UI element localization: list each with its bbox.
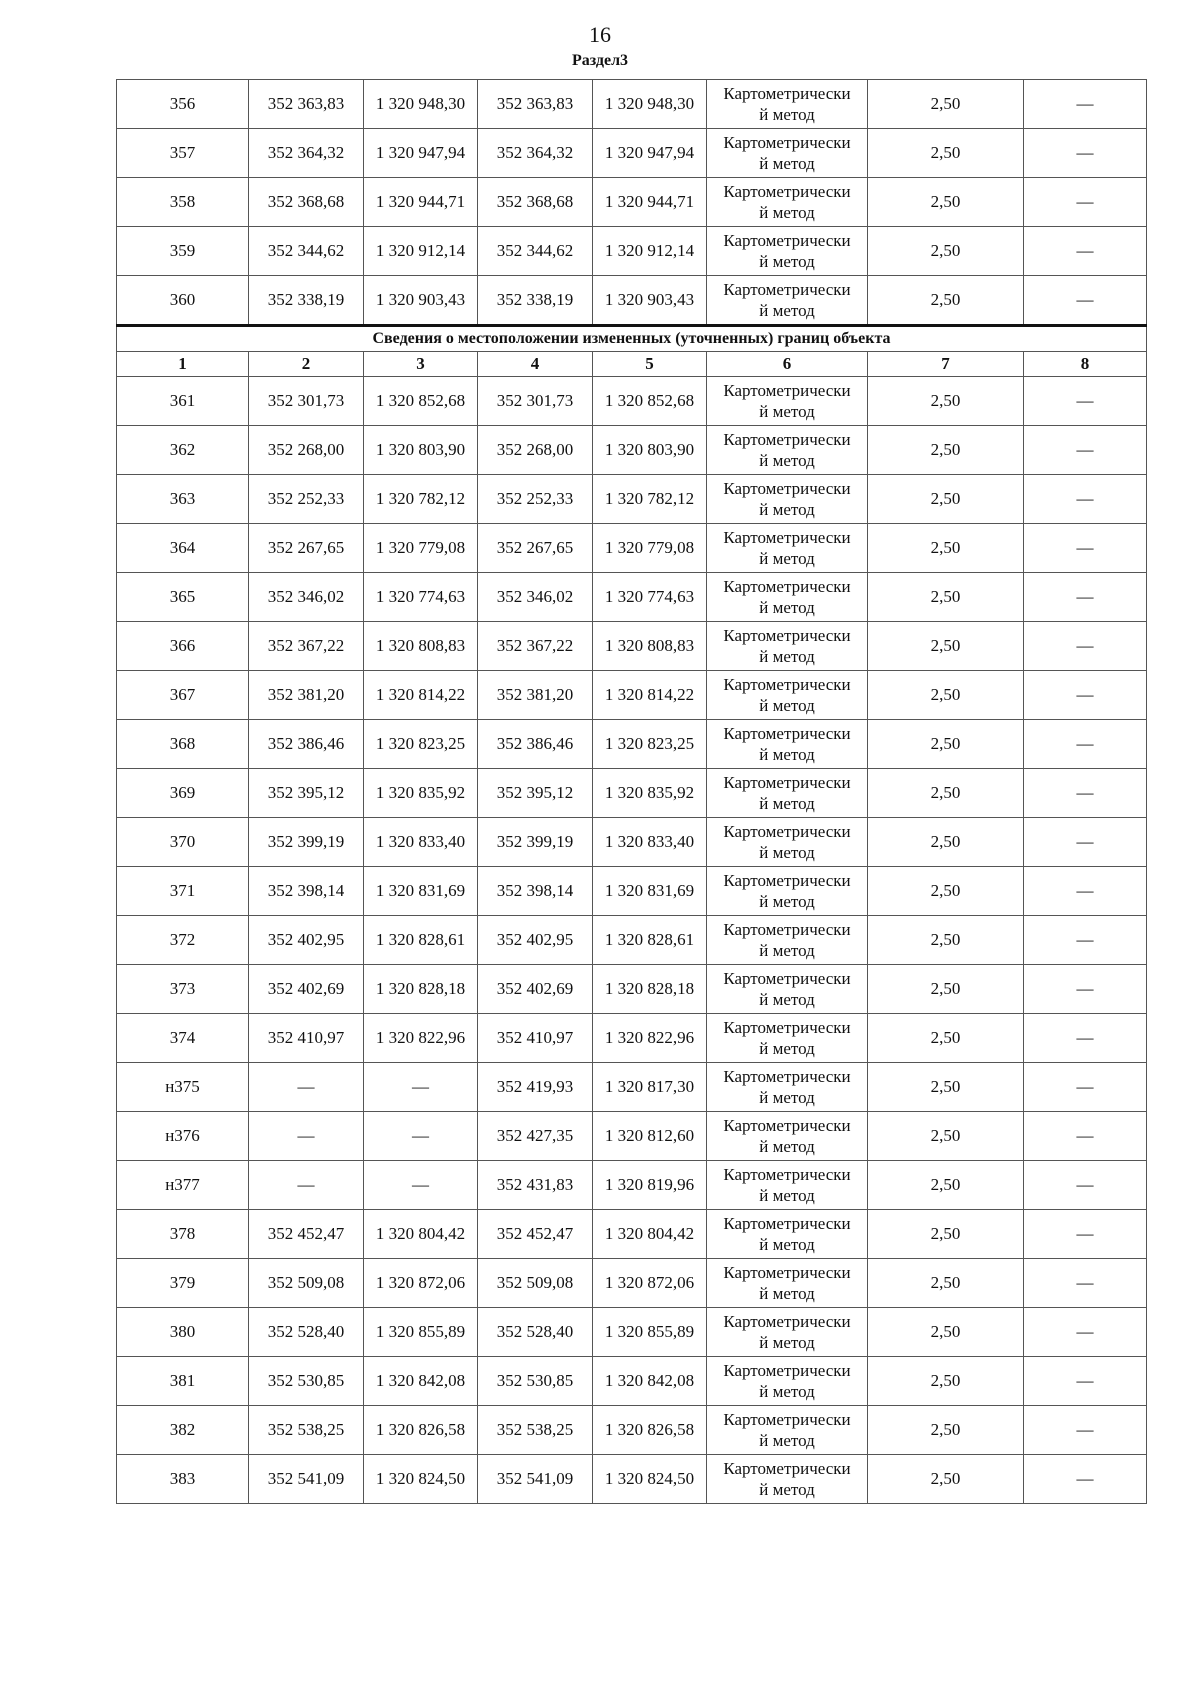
accuracy-cell: 2,50: [868, 1406, 1024, 1455]
accuracy-cell: 2,50: [868, 426, 1024, 475]
note-cell: —: [1024, 867, 1147, 916]
accuracy-cell: 2,50: [868, 129, 1024, 178]
column-number: 8: [1024, 352, 1147, 377]
x-new-cell: 352 509,08: [478, 1259, 593, 1308]
accuracy-cell: 2,50: [868, 80, 1024, 129]
method-cell: Картометрически й метод: [707, 965, 868, 1014]
note-cell: —: [1024, 573, 1147, 622]
point-number-cell: 372: [117, 916, 249, 965]
note-cell: —: [1024, 377, 1147, 426]
table-row: [117, 227, 1147, 276]
table-row: [117, 1063, 1147, 1112]
point-number-cell: 370: [117, 818, 249, 867]
note-cell: —: [1024, 720, 1147, 769]
x-new-cell: 352 419,93: [478, 1063, 593, 1112]
x-old-cell: 352 252,33: [249, 475, 364, 524]
y-old-cell: 1 320 782,12: [364, 475, 478, 524]
x-old-cell: 352 301,73: [249, 377, 364, 426]
method-cell: Картометрически й метод: [707, 671, 868, 720]
y-old-cell: 1 320 852,68: [364, 377, 478, 426]
note-cell: —: [1024, 1063, 1147, 1112]
y-old-cell: —: [364, 1161, 478, 1210]
x-new-cell: 352 541,09: [478, 1455, 593, 1504]
method-cell: Картометрически й метод: [707, 1406, 868, 1455]
x-old-cell: 352 395,12: [249, 769, 364, 818]
y-new-cell: 1 320 842,08: [593, 1357, 707, 1406]
method-cell: Картометрически й метод: [707, 1014, 868, 1063]
note-cell: —: [1024, 1357, 1147, 1406]
y-new-cell: 1 320 828,61: [593, 916, 707, 965]
note-cell: —: [1024, 227, 1147, 276]
x-old-cell: 352 402,69: [249, 965, 364, 1014]
table-row: [117, 426, 1147, 475]
y-new-cell: 1 320 852,68: [593, 377, 707, 426]
y-old-cell: 1 320 803,90: [364, 426, 478, 475]
point-number-cell: 362: [117, 426, 249, 475]
note-cell: —: [1024, 622, 1147, 671]
y-new-cell: 1 320 819,96: [593, 1161, 707, 1210]
point-number-cell: 371: [117, 867, 249, 916]
method-cell: Картометрически й метод: [707, 1063, 868, 1112]
x-new-cell: 352 395,12: [478, 769, 593, 818]
method-cell: Картометрически й метод: [707, 1259, 868, 1308]
y-new-cell: 1 320 823,25: [593, 720, 707, 769]
point-number-cell: 366: [117, 622, 249, 671]
method-cell: Картометрически й метод: [707, 1455, 868, 1504]
point-number-cell: 357: [117, 129, 249, 178]
x-new-cell: 352 398,14: [478, 867, 593, 916]
point-number-cell: н375: [117, 1063, 249, 1112]
y-new-cell: 1 320 824,50: [593, 1455, 707, 1504]
note-cell: —: [1024, 524, 1147, 573]
accuracy-cell: 2,50: [868, 573, 1024, 622]
x-new-cell: 352 431,83: [478, 1161, 593, 1210]
method-cell: Картометрически й метод: [707, 1210, 868, 1259]
note-cell: —: [1024, 1308, 1147, 1357]
section-title: Раздел3: [571, 52, 629, 69]
method-cell: Картометрически й метод: [707, 867, 868, 916]
accuracy-cell: 2,50: [868, 276, 1024, 326]
column-number-row: [117, 352, 1147, 377]
method-cell: Картометрически й метод: [707, 622, 868, 671]
y-old-cell: 1 320 822,96: [364, 1014, 478, 1063]
y-old-cell: 1 320 948,30: [364, 80, 478, 129]
point-number-cell: 382: [117, 1406, 249, 1455]
table-row: [117, 1455, 1147, 1504]
method-cell: Картометрически й метод: [707, 1357, 868, 1406]
x-old-cell: 352 410,97: [249, 1014, 364, 1063]
note-cell: —: [1024, 1161, 1147, 1210]
y-old-cell: 1 320 828,18: [364, 965, 478, 1014]
method-cell: Картометрически й метод: [707, 524, 868, 573]
method-cell: Картометрически й метод: [707, 426, 868, 475]
x-new-cell: 352 344,62: [478, 227, 593, 276]
subsection-heading: Сведения о местоположении измененных (уточненных) границ объекта: [117, 326, 1147, 352]
accuracy-cell: 2,50: [868, 377, 1024, 426]
note-cell: —: [1024, 1259, 1147, 1308]
accuracy-cell: 2,50: [868, 965, 1024, 1014]
point-number-cell: 374: [117, 1014, 249, 1063]
table-row: [117, 178, 1147, 227]
accuracy-cell: 2,50: [868, 622, 1024, 671]
x-old-cell: —: [249, 1112, 364, 1161]
y-new-cell: 1 320 912,14: [593, 227, 707, 276]
method-cell: Картометрически й метод: [707, 227, 868, 276]
x-old-cell: 352 386,46: [249, 720, 364, 769]
x-new-cell: 352 386,46: [478, 720, 593, 769]
x-new-cell: 352 364,32: [478, 129, 593, 178]
x-new-cell: 352 538,25: [478, 1406, 593, 1455]
method-cell: Картометрически й метод: [707, 276, 868, 326]
note-cell: —: [1024, 1112, 1147, 1161]
y-old-cell: 1 320 824,50: [364, 1455, 478, 1504]
y-old-cell: 1 320 808,83: [364, 622, 478, 671]
subsection-heading-row: [117, 326, 1147, 352]
point-number-cell: 380: [117, 1308, 249, 1357]
table-row: [117, 1112, 1147, 1161]
method-cell: Картометрически й метод: [707, 1161, 868, 1210]
method-cell: Картометрически й метод: [707, 178, 868, 227]
column-number: 5: [593, 352, 707, 377]
table-row: [117, 475, 1147, 524]
x-new-cell: 352 367,22: [478, 622, 593, 671]
method-cell: Картометрически й метод: [707, 475, 868, 524]
y-new-cell: 1 320 822,96: [593, 1014, 707, 1063]
y-new-cell: 1 320 779,08: [593, 524, 707, 573]
x-old-cell: 352 367,22: [249, 622, 364, 671]
note-cell: —: [1024, 475, 1147, 524]
table-row: [117, 867, 1147, 916]
x-old-cell: 352 268,00: [249, 426, 364, 475]
note-cell: —: [1024, 276, 1147, 326]
table-row: [117, 276, 1147, 326]
table-row: [117, 80, 1147, 129]
x-old-cell: 352 541,09: [249, 1455, 364, 1504]
method-cell: Картометрически й метод: [707, 769, 868, 818]
accuracy-cell: 2,50: [868, 1063, 1024, 1112]
method-cell: Картометрически й метод: [707, 720, 868, 769]
x-new-cell: 352 402,95: [478, 916, 593, 965]
x-old-cell: 352 538,25: [249, 1406, 364, 1455]
y-new-cell: 1 320 774,63: [593, 573, 707, 622]
method-cell: Картометрически й метод: [707, 916, 868, 965]
note-cell: —: [1024, 129, 1147, 178]
column-number: 2: [249, 352, 364, 377]
x-old-cell: 352 368,68: [249, 178, 364, 227]
x-old-cell: 352 399,19: [249, 818, 364, 867]
y-old-cell: 1 320 779,08: [364, 524, 478, 573]
table-row: [117, 1014, 1147, 1063]
x-new-cell: 352 427,35: [478, 1112, 593, 1161]
y-old-cell: 1 320 831,69: [364, 867, 478, 916]
table-row: [117, 916, 1147, 965]
point-number-cell: 373: [117, 965, 249, 1014]
accuracy-cell: 2,50: [868, 1259, 1024, 1308]
y-old-cell: 1 320 833,40: [364, 818, 478, 867]
y-old-cell: 1 320 835,92: [364, 769, 478, 818]
point-number-cell: н377: [117, 1161, 249, 1210]
method-cell: Картометрически й метод: [707, 80, 868, 129]
x-old-cell: 352 381,20: [249, 671, 364, 720]
accuracy-cell: 2,50: [868, 1014, 1024, 1063]
x-old-cell: 352 267,65: [249, 524, 364, 573]
table-row: [117, 769, 1147, 818]
y-new-cell: 1 320 835,92: [593, 769, 707, 818]
accuracy-cell: 2,50: [868, 1210, 1024, 1259]
x-old-cell: 352 509,08: [249, 1259, 364, 1308]
y-old-cell: 1 320 804,42: [364, 1210, 478, 1259]
x-new-cell: 352 252,33: [478, 475, 593, 524]
x-new-cell: 352 268,00: [478, 426, 593, 475]
x-old-cell: 352 363,83: [249, 80, 364, 129]
note-cell: —: [1024, 1406, 1147, 1455]
accuracy-cell: 2,50: [868, 671, 1024, 720]
y-new-cell: 1 320 808,83: [593, 622, 707, 671]
coordinates-table: [116, 79, 1147, 1504]
y-new-cell: 1 320 903,43: [593, 276, 707, 326]
x-old-cell: 352 398,14: [249, 867, 364, 916]
point-number-cell: 360: [117, 276, 249, 326]
point-number-cell: 358: [117, 178, 249, 227]
point-number-cell: 379: [117, 1259, 249, 1308]
y-old-cell: —: [364, 1063, 478, 1112]
y-new-cell: 1 320 812,60: [593, 1112, 707, 1161]
y-old-cell: 1 320 944,71: [364, 178, 478, 227]
x-old-cell: 352 402,95: [249, 916, 364, 965]
column-number: 3: [364, 352, 478, 377]
y-old-cell: 1 320 823,25: [364, 720, 478, 769]
method-cell: Картометрически й метод: [707, 1308, 868, 1357]
y-new-cell: 1 320 872,06: [593, 1259, 707, 1308]
accuracy-cell: 2,50: [868, 1161, 1024, 1210]
x-old-cell: 352 528,40: [249, 1308, 364, 1357]
table-row: [117, 1406, 1147, 1455]
column-number: 6: [707, 352, 868, 377]
table-row: [117, 818, 1147, 867]
y-old-cell: 1 320 912,14: [364, 227, 478, 276]
page-number: 16: [589, 22, 611, 47]
x-new-cell: 352 452,47: [478, 1210, 593, 1259]
y-old-cell: 1 320 903,43: [364, 276, 478, 326]
point-number-cell: 363: [117, 475, 249, 524]
accuracy-cell: 2,50: [868, 475, 1024, 524]
table-row: [117, 1210, 1147, 1259]
x-new-cell: 352 338,19: [478, 276, 593, 326]
table-row: [117, 965, 1147, 1014]
table-row: [117, 720, 1147, 769]
x-new-cell: 352 410,97: [478, 1014, 593, 1063]
x-old-cell: 352 346,02: [249, 573, 364, 622]
point-number-cell: 368: [117, 720, 249, 769]
x-new-cell: 352 346,02: [478, 573, 593, 622]
table-row: [117, 573, 1147, 622]
table-row: [117, 622, 1147, 671]
x-old-cell: 352 530,85: [249, 1357, 364, 1406]
y-old-cell: 1 320 828,61: [364, 916, 478, 965]
x-new-cell: 352 399,19: [478, 818, 593, 867]
note-cell: —: [1024, 965, 1147, 1014]
accuracy-cell: 2,50: [868, 867, 1024, 916]
accuracy-cell: 2,50: [868, 227, 1024, 276]
accuracy-cell: 2,50: [868, 1112, 1024, 1161]
y-new-cell: 1 320 826,58: [593, 1406, 707, 1455]
y-new-cell: 1 320 782,12: [593, 475, 707, 524]
y-new-cell: 1 320 833,40: [593, 818, 707, 867]
x-new-cell: 352 402,69: [478, 965, 593, 1014]
x-old-cell: 352 452,47: [249, 1210, 364, 1259]
point-number-cell: 361: [117, 377, 249, 426]
table-body-previous: [117, 80, 1147, 326]
y-old-cell: 1 320 855,89: [364, 1308, 478, 1357]
table-row: [117, 1161, 1147, 1210]
accuracy-cell: 2,50: [868, 818, 1024, 867]
point-number-cell: 367: [117, 671, 249, 720]
note-cell: —: [1024, 1014, 1147, 1063]
accuracy-cell: 2,50: [868, 1308, 1024, 1357]
note-cell: —: [1024, 426, 1147, 475]
y-new-cell: 1 320 947,94: [593, 129, 707, 178]
y-old-cell: 1 320 826,58: [364, 1406, 478, 1455]
x-new-cell: 352 267,65: [478, 524, 593, 573]
accuracy-cell: 2,50: [868, 1455, 1024, 1504]
x-new-cell: 352 368,68: [478, 178, 593, 227]
method-cell: Картометрически й метод: [707, 1112, 868, 1161]
point-number-cell: 369: [117, 769, 249, 818]
point-number-cell: 378: [117, 1210, 249, 1259]
x-new-cell: 352 301,73: [478, 377, 593, 426]
x-new-cell: 352 530,85: [478, 1357, 593, 1406]
method-cell: Картометрически й метод: [707, 573, 868, 622]
x-new-cell: 352 528,40: [478, 1308, 593, 1357]
point-number-cell: 383: [117, 1455, 249, 1504]
y-old-cell: 1 320 842,08: [364, 1357, 478, 1406]
y-new-cell: 1 320 948,30: [593, 80, 707, 129]
point-number-cell: 359: [117, 227, 249, 276]
x-old-cell: 352 344,62: [249, 227, 364, 276]
y-new-cell: 1 320 803,90: [593, 426, 707, 475]
point-number-cell: 365: [117, 573, 249, 622]
column-number: 7: [868, 352, 1024, 377]
table-row: [117, 524, 1147, 573]
accuracy-cell: 2,50: [868, 178, 1024, 227]
y-new-cell: 1 320 814,22: [593, 671, 707, 720]
x-new-cell: 352 363,83: [478, 80, 593, 129]
table-row: [117, 129, 1147, 178]
table-row: [117, 1357, 1147, 1406]
note-cell: —: [1024, 178, 1147, 227]
y-new-cell: 1 320 804,42: [593, 1210, 707, 1259]
method-cell: Картометрически й метод: [707, 818, 868, 867]
table-row: [117, 1259, 1147, 1308]
y-new-cell: 1 320 944,71: [593, 178, 707, 227]
y-old-cell: —: [364, 1112, 478, 1161]
y-old-cell: 1 320 947,94: [364, 129, 478, 178]
note-cell: —: [1024, 80, 1147, 129]
table-row: [117, 1308, 1147, 1357]
y-new-cell: 1 320 831,69: [593, 867, 707, 916]
point-number-cell: 381: [117, 1357, 249, 1406]
y-old-cell: 1 320 872,06: [364, 1259, 478, 1308]
note-cell: —: [1024, 1210, 1147, 1259]
accuracy-cell: 2,50: [868, 524, 1024, 573]
note-cell: —: [1024, 769, 1147, 818]
x-old-cell: —: [249, 1063, 364, 1112]
y-new-cell: 1 320 817,30: [593, 1063, 707, 1112]
x-new-cell: 352 381,20: [478, 671, 593, 720]
x-old-cell: 352 338,19: [249, 276, 364, 326]
note-cell: —: [1024, 916, 1147, 965]
note-cell: —: [1024, 1455, 1147, 1504]
column-number: 1: [117, 352, 249, 377]
point-number-cell: 364: [117, 524, 249, 573]
note-cell: —: [1024, 818, 1147, 867]
x-old-cell: 352 364,32: [249, 129, 364, 178]
accuracy-cell: 2,50: [868, 769, 1024, 818]
method-cell: Картометрически й метод: [707, 377, 868, 426]
table-row: [117, 377, 1147, 426]
note-cell: —: [1024, 671, 1147, 720]
table-section-header: [117, 326, 1147, 377]
table-body-boundary-points: [117, 377, 1147, 1504]
y-new-cell: 1 320 828,18: [593, 965, 707, 1014]
point-number-cell: 356: [117, 80, 249, 129]
y-old-cell: 1 320 814,22: [364, 671, 478, 720]
point-number-cell: н376: [117, 1112, 249, 1161]
y-new-cell: 1 320 855,89: [593, 1308, 707, 1357]
x-old-cell: —: [249, 1161, 364, 1210]
table-row: [117, 671, 1147, 720]
column-number: 4: [478, 352, 593, 377]
accuracy-cell: 2,50: [868, 720, 1024, 769]
accuracy-cell: 2,50: [868, 916, 1024, 965]
accuracy-cell: 2,50: [868, 1357, 1024, 1406]
method-cell: Картометрически й метод: [707, 129, 868, 178]
y-old-cell: 1 320 774,63: [364, 573, 478, 622]
